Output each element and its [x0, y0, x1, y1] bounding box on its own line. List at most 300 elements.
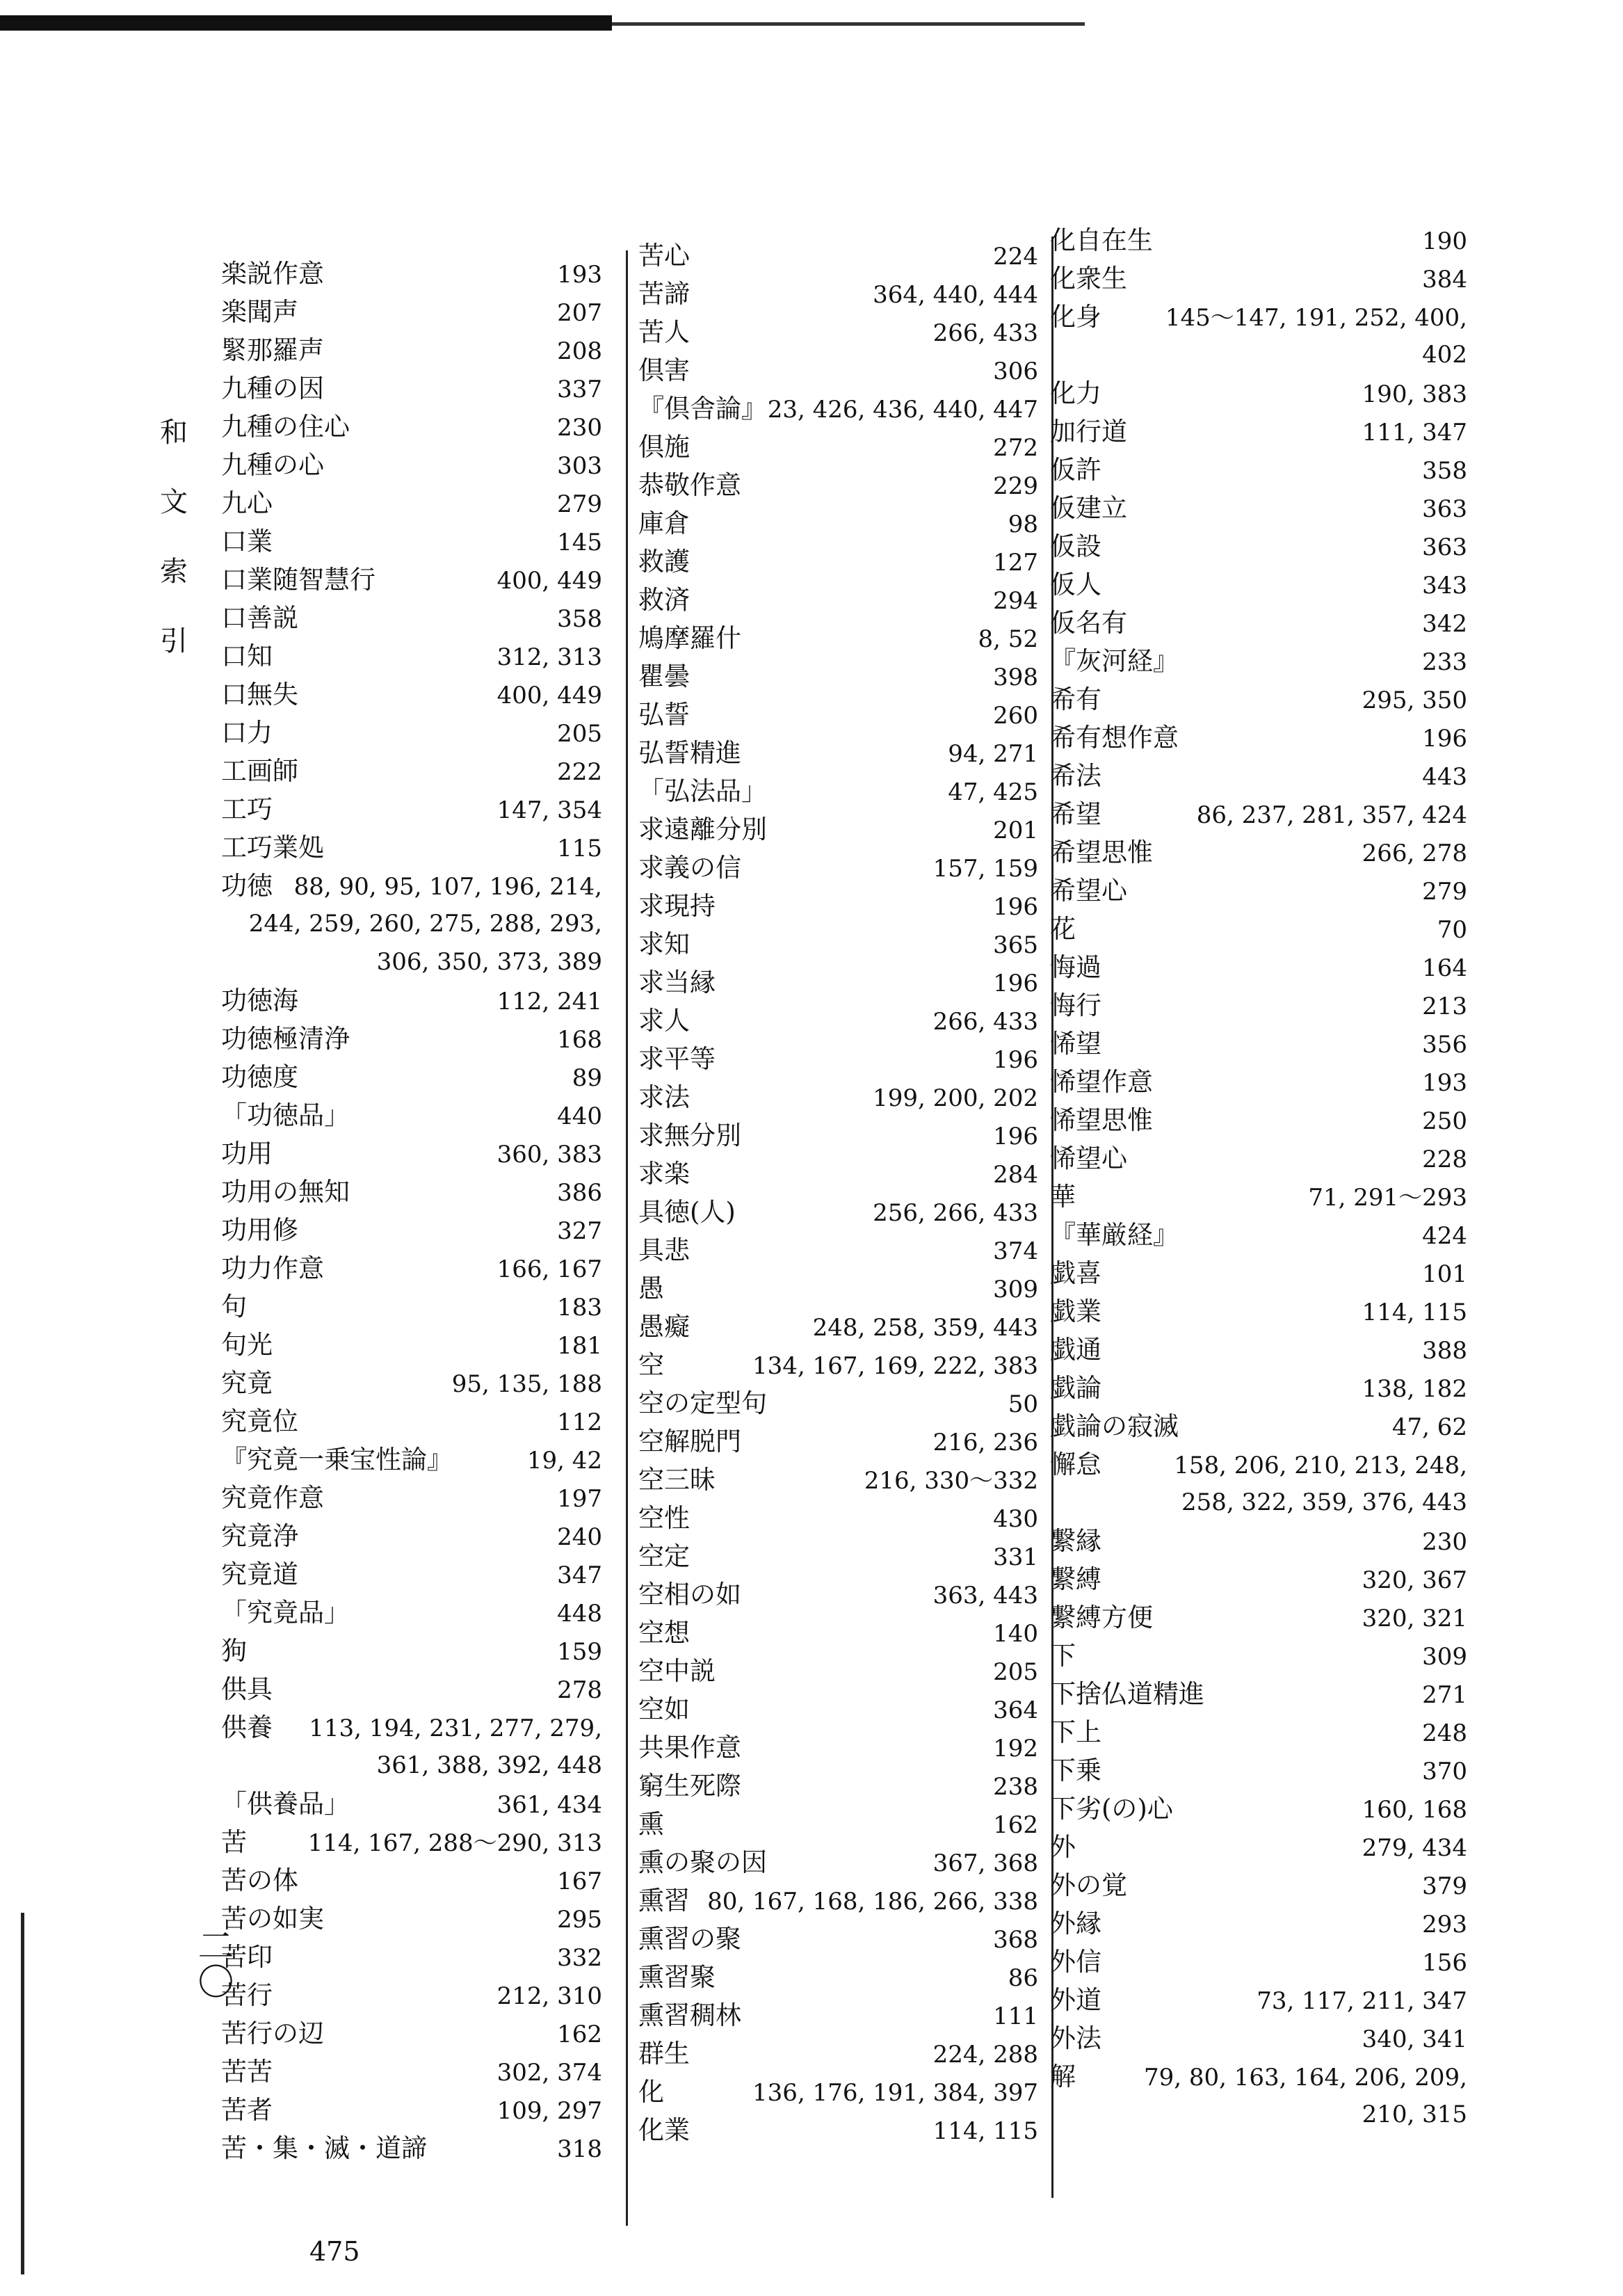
index-pages: 279: [557, 490, 602, 518]
index-entry-continuation: [1050, 336, 1467, 374]
index-pages: 295: [557, 1906, 602, 1934]
index-pages: 115: [557, 835, 602, 862]
index-entry: [1050, 1828, 1467, 1866]
index-term: 空定: [638, 1541, 690, 1571]
index-term: 熏習: [638, 1886, 690, 1916]
index-entry: [638, 619, 1038, 657]
index-entry: [1050, 374, 1467, 412]
index-term: 解: [1050, 2062, 1076, 2092]
index-entry: [638, 1767, 1038, 1805]
index-term: 苦者: [221, 2095, 273, 2125]
index-pages: 196: [993, 893, 1038, 921]
index-entry: [1050, 1713, 1467, 1751]
index-entry: [638, 1652, 1038, 1690]
index-term: 空中説: [638, 1656, 716, 1686]
index-pages: 157, 159: [932, 855, 1038, 883]
index-entry: [221, 1020, 602, 1058]
side-page-number: 二〇: [191, 1927, 233, 1999]
index-entry: [1050, 1369, 1467, 1407]
index-entry: [221, 828, 602, 867]
index-entry: [221, 2129, 602, 2167]
index-pages: 309: [993, 1276, 1038, 1303]
index-entry: [1050, 298, 1467, 336]
index-pages: 181: [557, 1332, 602, 1360]
index-pages: 197: [557, 1485, 602, 1513]
section-title-char: 和: [160, 417, 188, 449]
index-term: 「究竟品」: [221, 1598, 350, 1628]
index-entry: [221, 2014, 602, 2053]
index-pages: 224: [993, 243, 1038, 271]
index-entry: [638, 2073, 1038, 2111]
index-pages: 368: [993, 1926, 1038, 1954]
index-term: 功徳: [221, 871, 273, 901]
index-term: 口業: [221, 527, 273, 556]
index-pages: 196: [993, 1046, 1038, 1074]
index-entry: [638, 1996, 1038, 2034]
index-entry: [221, 293, 602, 331]
index-entry: [1050, 757, 1467, 795]
index-entry: [1050, 1025, 1467, 1063]
index-term: 悕望思惟: [1050, 1105, 1153, 1135]
index-term: 繋縛方便: [1050, 1603, 1153, 1632]
index-term: 緊那羅声: [221, 335, 324, 365]
index-term: 希法: [1050, 761, 1101, 791]
index-pages: 156: [1422, 1949, 1467, 1977]
index-pages: 196: [1422, 725, 1467, 753]
index-pages: 337: [557, 376, 602, 403]
index-pages: 364: [993, 1696, 1038, 1724]
index-pages: 190, 383: [1362, 380, 1467, 408]
index-entry: [638, 1920, 1038, 1958]
index-entry: [638, 1461, 1038, 1499]
index-term: 苦心: [638, 241, 690, 271]
index-entry: [638, 963, 1038, 1002]
index-pages: 94, 271: [948, 740, 1038, 768]
index-term: 口力: [221, 718, 273, 748]
index-entry: [1050, 2019, 1467, 2057]
index-term: 求義の信: [638, 853, 741, 883]
index-term: 求無分別: [638, 1121, 741, 1150]
index-term: 華: [1050, 1182, 1076, 1212]
index-pages: 400, 449: [496, 567, 602, 595]
index-term: 共果作意: [638, 1733, 741, 1763]
index-term: 『灰河経』: [1050, 646, 1179, 676]
index-entry: [221, 752, 602, 790]
index-pages: 201: [993, 817, 1038, 844]
index-term: 供具: [221, 1674, 273, 1704]
index-term: 下捨仏道精進: [1050, 1679, 1204, 1709]
index-entry: [638, 1843, 1038, 1881]
index-term: 外道: [1050, 1985, 1101, 2015]
index-entry: [638, 1002, 1038, 1040]
index-term: 九種の住心: [221, 412, 350, 442]
index-entry: [638, 1040, 1038, 1078]
index-entry: [1050, 795, 1467, 833]
index-pages: 127: [993, 549, 1038, 577]
index-entry: [221, 331, 602, 369]
index-entry: [221, 408, 602, 446]
index-pages: 358: [557, 605, 602, 633]
index-entry: [638, 1614, 1038, 1652]
index-term: 悔過: [1050, 952, 1101, 982]
index-term: 口業随智慧行: [221, 565, 376, 595]
index-entry: [221, 369, 602, 408]
index-entry: [638, 734, 1038, 772]
index-term: 空如: [638, 1694, 690, 1724]
index-pages: 266, 433: [932, 319, 1038, 347]
index-entry: [1050, 872, 1467, 910]
index-pages: 86, 237, 281, 357, 424: [1196, 801, 1467, 829]
index-pages: 114, 167, 288～290, 313: [307, 1829, 602, 1857]
index-term: 空三昧: [638, 1465, 716, 1495]
index-entry: [221, 1900, 602, 1938]
index-pages: 216, 330～332: [864, 1467, 1038, 1495]
index-entry: [638, 2111, 1038, 2149]
index-term: 空の定型句: [638, 1388, 767, 1418]
index-pages: 306: [993, 358, 1038, 385]
index-entry: [1050, 1331, 1467, 1369]
index-term: 楽聞声: [221, 297, 298, 327]
index-term: 化衆生: [1050, 264, 1127, 294]
index-term: 苦・集・滅・道諦: [221, 2133, 427, 2163]
index-entry: [221, 1402, 602, 1440]
index-pages: 229: [993, 472, 1038, 500]
index-term: 具徳(人): [638, 1197, 736, 1227]
index-term: 化力: [1050, 378, 1101, 408]
index-term: 求平等: [638, 1044, 716, 1074]
index-term: 外信: [1050, 1947, 1101, 1977]
index-term: 口善説: [221, 603, 298, 633]
index-pages: 374: [993, 1237, 1038, 1265]
index-entry: [1050, 1675, 1467, 1713]
index-entry: [638, 1690, 1038, 1728]
index-pages: 147, 354: [496, 796, 602, 824]
index-pages: 320, 367: [1362, 1566, 1467, 1594]
index-pages: 134, 167, 169, 222, 383: [752, 1352, 1038, 1380]
index-pages: 193: [557, 261, 602, 289]
index-term: 鳩摩羅什: [638, 623, 741, 653]
index-term: 空解脱門: [638, 1427, 741, 1456]
index-entry: [638, 1269, 1038, 1308]
index-pages: 145～147, 191, 252, 400,: [1165, 304, 1467, 332]
index-term: 句: [221, 1292, 247, 1322]
index-entry: [221, 2053, 602, 2091]
index-term: 仮設: [1050, 531, 1101, 561]
index-pages: 448: [557, 1600, 602, 1628]
index-term: 工巧業処: [221, 833, 324, 862]
index-term: 弘誓: [638, 700, 690, 730]
index-term: 功用: [221, 1139, 273, 1169]
index-entry: [1050, 1522, 1467, 1560]
index-pages: 248, 258, 359, 443: [812, 1314, 1038, 1342]
index-term: 「功徳品」: [221, 1100, 350, 1130]
index-pages: 162: [993, 1811, 1038, 1839]
index-entry: [638, 1308, 1038, 1346]
index-term: 苦諦: [638, 279, 690, 309]
index-entry: [1050, 1866, 1467, 1904]
index-entry: [221, 790, 602, 828]
index-term: 熏習聚: [638, 1962, 716, 1992]
index-pages: 332: [557, 1944, 602, 1972]
index-entry: [221, 1211, 602, 1249]
index-term: 戯喜: [1050, 1258, 1101, 1288]
index-term: 苦の如実: [221, 1904, 324, 1934]
index-pages: 230: [557, 414, 602, 442]
index-term: 下: [1050, 1641, 1076, 1671]
index-pages: 342: [1422, 610, 1467, 638]
index-term: 繋縁: [1050, 1526, 1101, 1556]
index-entry: [638, 1422, 1038, 1461]
index-pages: 340, 341: [1362, 2025, 1467, 2053]
index-pages: 23, 426, 436, 440, 447: [767, 396, 1038, 424]
index-pages: 430: [993, 1505, 1038, 1533]
index-entry: [1050, 489, 1467, 527]
index-pages: 309: [1422, 1643, 1467, 1671]
index-pages: 113, 194, 231, 277, 279,: [309, 1715, 602, 1742]
index-entry: [1050, 1943, 1467, 1981]
index-term: 倶害: [638, 355, 690, 385]
index-entry: [1050, 718, 1467, 757]
index-entry: [221, 675, 602, 714]
index-entry: [221, 637, 602, 675]
index-entry: [638, 275, 1038, 313]
index-entry: [221, 1861, 602, 1900]
index-entry: [221, 1440, 602, 1479]
index-entry: [221, 561, 602, 599]
index-term: 下乗: [1050, 1756, 1101, 1785]
index-entry: [638, 1193, 1038, 1231]
index-entry: [1050, 1598, 1467, 1637]
index-entry: [638, 1078, 1038, 1116]
index-column-1: [221, 255, 602, 2167]
index-term: 具悲: [638, 1235, 690, 1265]
index-pages: 140: [993, 1620, 1038, 1648]
index-term: 『倶舎論』: [638, 394, 767, 424]
index-term: 希望心: [1050, 876, 1127, 906]
index-pages: 360, 383: [496, 1141, 602, 1169]
index-term: 繋縛: [1050, 1564, 1101, 1594]
index-term: 功徳極清浄: [221, 1024, 350, 1054]
index-entry: [638, 1346, 1038, 1384]
index-entry: [221, 1134, 602, 1173]
index-entry: [1050, 1981, 1467, 2019]
index-pages: 266, 278: [1362, 840, 1467, 867]
index-term: 化業: [638, 2115, 690, 2145]
index-entry: [638, 1116, 1038, 1155]
index-pages: 164: [1422, 954, 1467, 982]
index-entry: [638, 390, 1038, 428]
index-pages: 190: [1422, 227, 1467, 255]
index-entry: [638, 504, 1038, 543]
index-entry: [221, 1823, 602, 1861]
index-entry-continuation: [221, 1747, 602, 1785]
index-pages: 424: [1422, 1222, 1467, 1250]
index-pages: 388: [1422, 1337, 1467, 1365]
index-term: 希有: [1050, 684, 1101, 714]
index-pages: 370: [1422, 1758, 1467, 1785]
index-pages: 47, 425: [948, 778, 1038, 806]
index-term: 「弘法品」: [638, 776, 767, 806]
index-term: 究竟作意: [221, 1483, 324, 1513]
index-term: 求当縁: [638, 968, 716, 997]
scan-edge-line: [612, 22, 1085, 26]
index-term: 究竟道: [221, 1559, 298, 1589]
index-term: 戯論: [1050, 1373, 1101, 1403]
index-pages: 361, 434: [496, 1791, 602, 1819]
index-entry: [221, 446, 602, 484]
index-term: 求遠離分別: [638, 814, 767, 844]
index-entry: [221, 1555, 602, 1593]
index-pages: 238: [993, 1773, 1038, 1801]
index-term: 外: [1050, 1832, 1076, 1862]
index-pages: 210, 315: [1362, 2101, 1467, 2128]
index-term: 救済: [638, 585, 690, 615]
index-term: 供養: [221, 1712, 273, 1742]
index-pages: 294: [993, 587, 1038, 615]
index-entry: [221, 1479, 602, 1517]
index-pages: 95, 135, 188: [451, 1370, 602, 1398]
index-entry: [1050, 948, 1467, 986]
index-entry: [221, 522, 602, 561]
index-entry: [221, 1364, 602, 1402]
index-term: 句光: [221, 1330, 273, 1360]
index-term: 九種の因: [221, 374, 324, 403]
index-entry: [1050, 1063, 1467, 1101]
index-term: 口知: [221, 641, 273, 671]
index-pages: 306, 350, 373, 389: [376, 948, 602, 976]
index-pages: 213: [1422, 993, 1467, 1020]
index-pages: 266, 433: [932, 1008, 1038, 1036]
index-pages: 240: [557, 1523, 602, 1551]
index-entry: [638, 581, 1038, 619]
index-pages: 166, 167: [496, 1255, 602, 1283]
index-term: 苦苦: [221, 2057, 273, 2087]
index-pages: 192: [993, 1735, 1038, 1763]
index-pages: 320, 321: [1362, 1605, 1467, 1632]
index-term: 懈怠: [1050, 1450, 1101, 1479]
index-pages: 205: [993, 1658, 1038, 1686]
index-entry: [638, 1728, 1038, 1767]
index-entry: [1050, 259, 1467, 298]
index-pages: 162: [557, 2021, 602, 2048]
index-term: 外縁: [1050, 1909, 1101, 1938]
index-pages: 386: [557, 1179, 602, 1207]
index-term: 求人: [638, 1006, 690, 1036]
column-divider: [626, 250, 628, 2226]
index-pages: 443: [1422, 763, 1467, 791]
index-term: 空相の如: [638, 1580, 741, 1609]
index-term: 庫倉: [638, 508, 690, 538]
index-pages: 112: [557, 1408, 602, 1436]
index-pages: 19, 42: [526, 1447, 602, 1475]
index-entry: [221, 1593, 602, 1632]
index-entry: [1050, 1637, 1467, 1675]
index-entry: [221, 1708, 602, 1747]
index-entry: [638, 1537, 1038, 1575]
index-entry: [221, 867, 602, 905]
index-term: 楽説作意: [221, 259, 324, 289]
index-pages: 145: [557, 529, 602, 556]
index-pages: 440: [557, 1102, 602, 1130]
index-pages: 356: [1422, 1031, 1467, 1059]
index-pages: 379: [1422, 1872, 1467, 1900]
index-entry-continuation: [1050, 2096, 1467, 2134]
section-title-vertical: [153, 410, 195, 689]
index-entry: [638, 1499, 1038, 1537]
index-pages: 312, 313: [496, 643, 602, 671]
section-title-char: 索: [160, 556, 188, 588]
index-pages: 159: [557, 1638, 602, 1666]
index-pages: 114, 115: [1362, 1299, 1467, 1326]
index-entry: [638, 2034, 1038, 2073]
index-term: 恭敬作意: [638, 470, 741, 500]
index-entry: [1050, 1560, 1467, 1598]
index-entry: [638, 1805, 1038, 1843]
index-entry: [1050, 642, 1467, 680]
index-entry: [221, 599, 602, 637]
scan-edge-bar: [0, 15, 612, 31]
index-term: 苦行: [221, 1980, 273, 2010]
index-entry: [638, 428, 1038, 466]
index-pages: 364, 440, 444: [873, 281, 1038, 309]
index-pages: 160, 168: [1362, 1796, 1467, 1824]
index-entry: [638, 1881, 1038, 1920]
index-term: 狗: [221, 1636, 247, 1666]
index-term: 化自在生: [1050, 225, 1153, 255]
index-term: 熏習の聚: [638, 1924, 741, 1954]
index-term: 群生: [638, 2039, 690, 2069]
index-term: 功用修: [221, 1215, 298, 1245]
index-column-3: [1050, 221, 1467, 2134]
index-term: 希望: [1050, 799, 1101, 829]
index-term: 救護: [638, 547, 690, 577]
index-entry-continuation: [221, 943, 602, 981]
index-pages: 272: [993, 434, 1038, 462]
index-pages: 400, 449: [496, 682, 602, 709]
index-pages: 89: [572, 1064, 602, 1092]
index-pages: 331: [993, 1543, 1038, 1571]
index-entry: [221, 1173, 602, 1211]
index-term: 倶施: [638, 432, 690, 462]
index-pages: 398: [993, 664, 1038, 691]
index-entry: [638, 696, 1038, 734]
index-pages: 343: [1422, 572, 1467, 600]
index-term: 化身: [1050, 302, 1101, 332]
index-pages: 384: [1422, 266, 1467, 294]
index-pages: 80, 167, 168, 186, 266, 338: [707, 1888, 1038, 1916]
index-term: 究竟位: [221, 1406, 298, 1436]
section-title-char: 文: [160, 486, 188, 518]
index-pages: 260: [993, 702, 1038, 730]
index-pages: 205: [557, 720, 602, 748]
index-pages: 295, 350: [1362, 687, 1467, 714]
index-entry: [638, 849, 1038, 887]
index-pages: 167: [557, 1868, 602, 1895]
index-term: 『究竟一乗宝性論』: [221, 1445, 453, 1475]
index-entry: [638, 1231, 1038, 1269]
index-term: 希望思惟: [1050, 837, 1153, 867]
index-pages: 199, 200, 202: [873, 1084, 1038, 1112]
index-pages: 111, 347: [1362, 419, 1467, 447]
index-entry: [1050, 1139, 1467, 1178]
index-term: 戯通: [1050, 1335, 1101, 1365]
index-entry: [1050, 986, 1467, 1025]
index-term: 窮生死際: [638, 1771, 741, 1801]
index-entry: [221, 1058, 602, 1096]
index-entry: [221, 1517, 602, 1555]
index-pages: 279: [1422, 878, 1467, 906]
index-entry: [638, 1155, 1038, 1193]
